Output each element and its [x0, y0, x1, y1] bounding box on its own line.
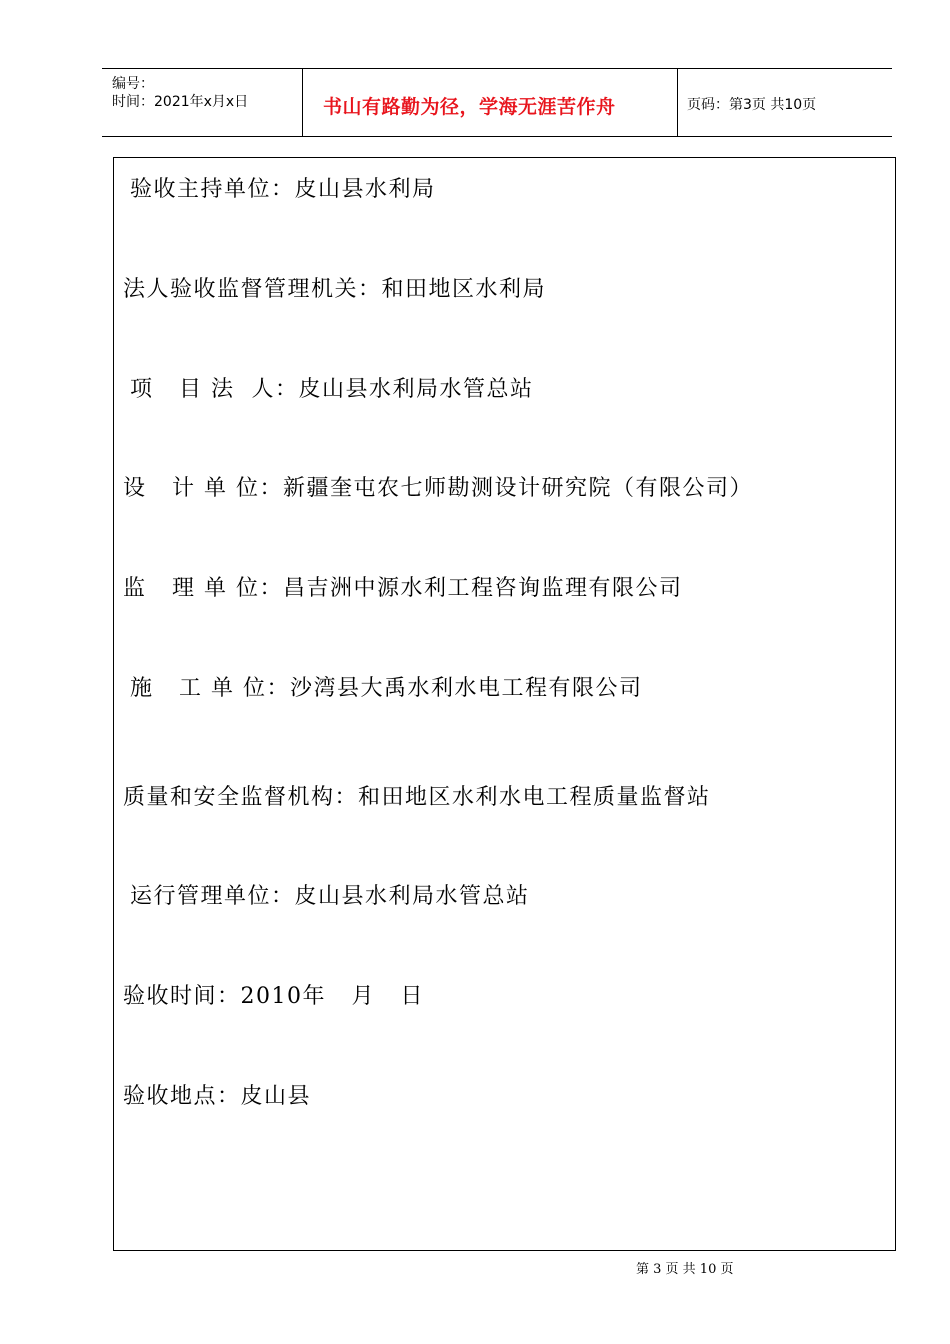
- header-meta: [102, 69, 303, 136]
- field-operation-unit: 运行管理单位：皮山县水利局水管总站: [130, 884, 530, 909]
- field-quality-safety-agency: 质量和安全监督机构：和田地区水利水电工程质量监督站: [123, 785, 711, 810]
- field-construction-unit: 施 工 单 位：沙湾县大禹水利水电工程有限公司: [130, 676, 643, 701]
- page-info: 页码：第3页 共10页: [687, 97, 817, 113]
- field-acceptance-place: 验收地点：皮山县: [123, 1084, 312, 1109]
- field-acceptance-time: 验收时间：2010年 月 日: [123, 984, 424, 1009]
- header-motto-cell: [303, 69, 678, 136]
- field-supervisor-unit: 监 理 单 位：昌吉洲中源水利工程咨询监理有限公司: [123, 576, 683, 601]
- code-label: 编号：: [112, 76, 154, 92]
- header-page-cell: [678, 69, 892, 136]
- page-header: [102, 68, 892, 137]
- field-project-legal-person: 项 目 法 人：皮山县水利局水管总站: [130, 377, 534, 402]
- field-host-unit: 验收主持单位：皮山县水利局: [130, 177, 436, 202]
- field-supervision-authority: 法人验收监督管理机关：和田地区水利局: [123, 277, 547, 302]
- field-design-unit: 设 计 单 位：新疆奎屯农七师勘测设计研究院（有限公司）: [123, 476, 753, 501]
- motto-text: 书山有路勤为径，学海无涯苦作舟: [323, 96, 616, 118]
- time-line: 时间：2021年x月x日: [112, 94, 249, 110]
- page-footer: 第 3 页 共 10 页: [636, 1262, 734, 1277]
